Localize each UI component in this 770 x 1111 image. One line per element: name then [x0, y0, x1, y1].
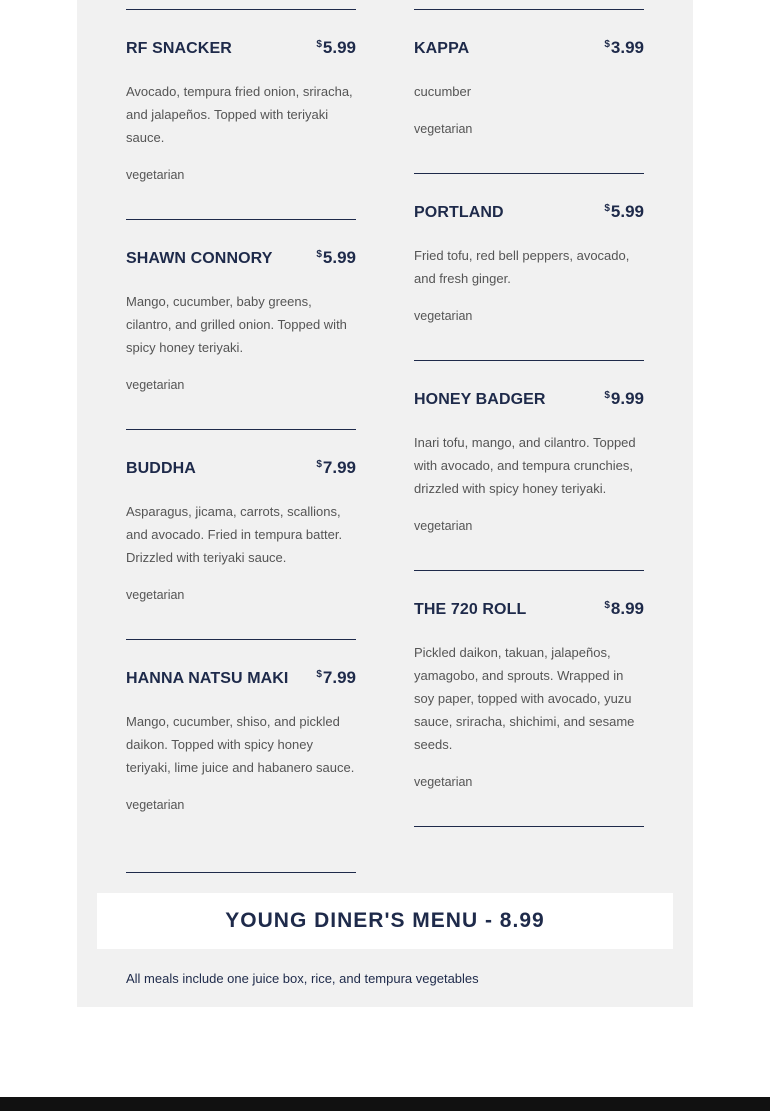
young-diners-title: YOUNG DINER'S MENU - 8.99	[225, 909, 545, 932]
item-name: SHAWN CONNORY	[126, 250, 273, 267]
divider	[126, 872, 356, 873]
menu-item	[126, 670, 356, 812]
divider	[414, 826, 644, 827]
item-name: RF SNACKER	[126, 40, 232, 57]
item-name: HANNA NATSU MAKI	[126, 670, 289, 687]
dietary-tag: vegetarian	[414, 309, 473, 323]
item-price: $7.99	[316, 668, 356, 687]
menu-item	[414, 204, 644, 323]
item-description: Mango, cucumber, shiso, and pickled daikon. Topped with spicy honey teriyaki, lime juice and habanero sauce.	[126, 714, 355, 775]
item-price: $8.99	[604, 599, 644, 618]
divider	[126, 9, 356, 10]
divider	[126, 219, 356, 220]
item-name: HONEY BADGER	[414, 391, 546, 408]
menu-item	[126, 250, 356, 392]
divider	[414, 360, 644, 361]
dietary-tag: vegetarian	[126, 378, 185, 392]
item-price: $9.99	[604, 389, 644, 408]
item-description: Mango, cucumber, baby greens, cilantro, and grilled onion. Topped with spicy honey teriyaki.	[126, 294, 347, 355]
divider	[414, 173, 644, 174]
item-description: Inari tofu, mango, and cilantro. Topped with avocado, and tempura crunchies, drizzled with spicy honey teriyaki.	[414, 435, 636, 496]
young-diners-banner	[97, 893, 673, 949]
young-diners-note: All meals include one juice box, rice, and tempura vegetables	[126, 971, 479, 986]
item-price: $7.99	[316, 458, 356, 477]
dietary-tag: vegetarian	[126, 168, 185, 182]
item-description: cucumber	[414, 84, 472, 99]
dietary-tag: vegetarian	[126, 798, 185, 812]
item-price: $3.99	[604, 38, 644, 57]
footer-bar	[0, 1097, 770, 1111]
dietary-tag: vegetarian	[414, 519, 473, 533]
item-name: KAPPA	[414, 40, 470, 57]
divider	[414, 9, 644, 10]
divider	[414, 570, 644, 571]
item-name: THE 720 ROLL	[414, 601, 527, 618]
item-name: BUDDHA	[126, 460, 196, 477]
item-description: Fried tofu, red bell peppers, avocado, and fresh ginger.	[414, 248, 630, 286]
item-name: PORTLAND	[414, 204, 504, 221]
menu-item	[414, 391, 644, 533]
item-price: $5.99	[316, 38, 356, 57]
item-description: Avocado, tempura fried onion, sriracha, and jalapeños. Topped with teriyaki sauce.	[126, 84, 353, 145]
dietary-tag: vegetarian	[126, 588, 185, 602]
menu-item	[414, 601, 644, 789]
item-price: $5.99	[316, 248, 356, 267]
dietary-tag: vegetarian	[414, 775, 473, 789]
menu-item	[126, 460, 356, 602]
divider	[126, 429, 356, 430]
item-description: Pickled daikon, takuan, jalapeños, yamagobo, and sprouts. Wrapped in soy paper, topped with avocado, yuzu sauce, sriracha, shichimi, and sesame seeds.	[414, 645, 635, 752]
dietary-tag: vegetarian	[414, 122, 473, 136]
divider	[126, 639, 356, 640]
item-description: Asparagus, jicama, carrots, scallions, and avocado. Fried in tempura batter. Drizzled with teriyaki sauce.	[126, 504, 343, 565]
item-price: $5.99	[604, 202, 644, 221]
menu-item	[126, 40, 356, 182]
menu-item	[414, 40, 644, 136]
